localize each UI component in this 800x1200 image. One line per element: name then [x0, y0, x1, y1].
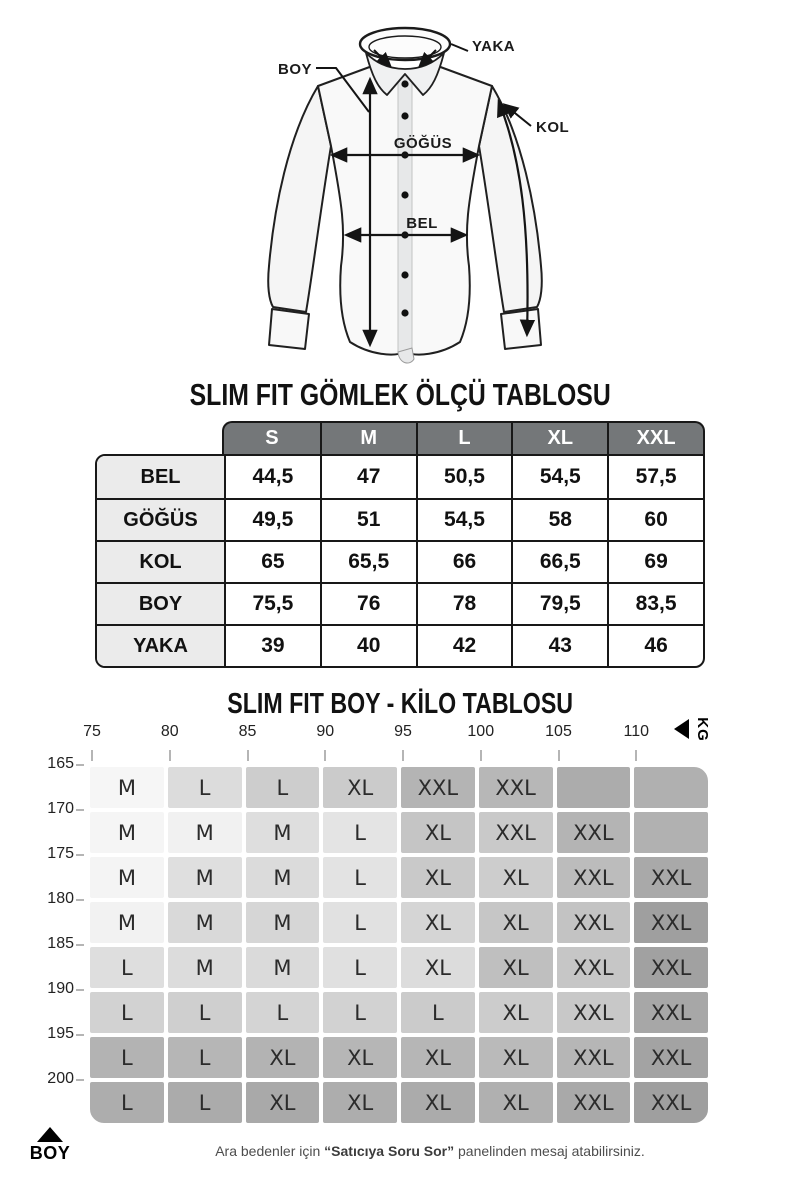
matrix-size-cell: L — [244, 990, 322, 1035]
matrix-size-cell: M — [88, 855, 166, 900]
matrix-size-cell: L — [321, 855, 399, 900]
footer-note: Ara bedenler için “Satıcıya Soru Sor” panelinden mesaj atabilirsiniz. — [215, 1143, 645, 1159]
size-column-header: L — [416, 423, 512, 454]
boy-arrow-icon — [37, 1127, 63, 1142]
matrix-empty-cell — [632, 810, 710, 855]
matrix-size-cell: XL — [399, 900, 477, 945]
matrix-size-cell: M — [166, 945, 244, 990]
boy-tick-mark — [76, 1034, 84, 1036]
matrix-size-cell: XXL — [555, 945, 633, 990]
matrix-size-cell: XXL — [632, 1035, 710, 1080]
measurement-value-cell: 66 — [416, 540, 512, 582]
measurement-value-cell: 54,5 — [511, 456, 607, 498]
gogus-diagram-label: GÖĞÜS — [393, 135, 453, 152]
matrix-size-cell: L — [321, 990, 399, 1035]
boy-tick-label: 190 — [47, 980, 74, 998]
matrix-size-cell: XL — [477, 900, 555, 945]
matrix-size-cell: XXL — [555, 900, 633, 945]
boy-tick-mark — [76, 944, 84, 946]
matrix-size-cell: XL — [477, 945, 555, 990]
size-table-body — [95, 454, 705, 668]
kg-tick-mark — [324, 750, 326, 761]
matrix-size-cell: M — [244, 810, 322, 855]
kg-tick-label: 90 — [316, 723, 335, 740]
matrix-size-cell: XXL — [555, 855, 633, 900]
matrix-size-cell: XXL — [632, 900, 710, 945]
kg-axis-label: KG — [693, 716, 711, 742]
measurement-value-cell: 69 — [607, 540, 703, 582]
kg-tick-label: 95 — [394, 723, 412, 740]
matrix-size-cell: XL — [321, 1035, 399, 1080]
boy-tick-label: 180 — [47, 890, 74, 908]
boy-tick-label: 200 — [47, 1070, 74, 1088]
matrix-size-cell: L — [88, 945, 166, 990]
measurement-value-cell: 40 — [320, 624, 416, 666]
matrix-size-cell: XL — [399, 810, 477, 855]
matrix-size-cell: XL — [399, 1080, 477, 1125]
matrix-size-cell: XXL — [632, 990, 710, 1035]
boy-axis-marker — [22, 1127, 78, 1164]
size-column-header: M — [320, 423, 416, 454]
matrix-size-cell: XXL — [477, 765, 555, 810]
matrix-size-cell: L — [166, 765, 244, 810]
measurement-value-cell: 42 — [416, 624, 512, 666]
matrix-size-cell: XL — [244, 1035, 322, 1080]
matrix-size-cell: XXL — [555, 810, 633, 855]
measurement-value-cell: 65,5 — [320, 540, 416, 582]
size-table — [95, 421, 705, 668]
boy-tick-label: 170 — [47, 800, 74, 818]
matrix-size-cell: XXL — [555, 990, 633, 1035]
kg-tick-label: 105 — [545, 723, 572, 740]
size-table-header-row — [222, 421, 705, 454]
boy-axis-label: BOY — [29, 1143, 71, 1163]
measurement-value-cell: 76 — [320, 582, 416, 624]
size-column-header: XXL — [607, 423, 703, 454]
matrix-size-cell: XL — [399, 1035, 477, 1080]
matrix-size-cell: XXL — [399, 765, 477, 810]
kg-arrow-icon — [674, 719, 689, 739]
measurement-value-cell: 54,5 — [416, 498, 512, 540]
matrix-size-cell: XL — [477, 1035, 555, 1080]
matrix-size-cell: L — [321, 900, 399, 945]
yaka-diagram-label: YAKA — [472, 38, 516, 55]
kg-tick-label: 100 — [467, 723, 495, 740]
matrix-size-cell: XXL — [632, 945, 710, 990]
matrix-size-cell: XL — [399, 945, 477, 990]
measurement-value-cell: 58 — [511, 498, 607, 540]
matrix-size-cell: M — [166, 810, 244, 855]
kg-tick-label: 80 — [160, 723, 179, 740]
matrix-size-cell: L — [88, 1035, 166, 1080]
matrix-size-cell: XL — [321, 1080, 399, 1125]
matrix-size-cell: XXL — [477, 810, 555, 855]
kg-tick-mark — [480, 750, 482, 761]
matrix-size-cell: XL — [244, 1080, 322, 1125]
measurement-value-cell: 60 — [607, 498, 703, 540]
matrix-size-cell: L — [244, 765, 322, 810]
boy-diagram-label: BOY — [277, 61, 312, 78]
measurement-value-cell: 66,5 — [511, 540, 607, 582]
shirt-body — [318, 65, 492, 363]
measurement-row-label: KOL — [97, 540, 224, 582]
matrix-size-cell: XXL — [632, 855, 710, 900]
kg-tick-mark — [247, 750, 249, 761]
measurement-value-cell: 51 — [320, 498, 416, 540]
matrix-size-cell: M — [166, 855, 244, 900]
matrix-size-cell: M — [244, 945, 322, 990]
matrix-size-cell: L — [321, 945, 399, 990]
boy-kilo-title: SLIM FIT BOY - KİLO TABLOSU — [227, 688, 573, 720]
kg-tick-label: 110 — [623, 723, 650, 740]
shirt-diagram — [170, 8, 630, 378]
measurement-value-cell: 44,5 — [224, 456, 320, 498]
measurement-value-cell: 50,5 — [416, 456, 512, 498]
boy-tick-mark — [76, 809, 84, 811]
matrix-size-cell: L — [166, 990, 244, 1035]
kg-tick-label: 75 — [83, 723, 101, 740]
measurement-value-cell: 83,5 — [607, 582, 703, 624]
kg-tick-mark — [91, 750, 93, 761]
measurement-row-label: YAKA — [97, 624, 224, 666]
kg-axis-marker — [674, 716, 715, 742]
matrix-size-cell: M — [244, 855, 322, 900]
kg-tick-mark — [169, 750, 171, 761]
kg-tick-mark — [402, 750, 404, 761]
measurement-value-cell: 47 — [320, 456, 416, 498]
kg-tick-label: 85 — [238, 723, 257, 740]
measurement-value-cell: 49,5 — [224, 498, 320, 540]
matrix-size-cell: XL — [477, 855, 555, 900]
boy-tick-mark — [76, 1079, 84, 1081]
measurement-row-label: BEL — [97, 456, 224, 498]
measurement-value-cell: 43 — [511, 624, 607, 666]
matrix-size-cell: XL — [399, 855, 477, 900]
matrix-size-cell: XXL — [555, 1080, 633, 1125]
matrix-size-cell: XL — [477, 990, 555, 1035]
boy-tick-label: 165 — [47, 755, 74, 773]
boy-tick-mark — [76, 854, 84, 856]
boy-tick-mark — [76, 899, 84, 901]
size-column-header: S — [265, 427, 279, 449]
measurement-row-label: GÖĞÜS — [97, 498, 224, 540]
matrix-size-cell: L — [166, 1080, 244, 1125]
kg-tick-mark — [635, 750, 637, 761]
measurement-value-cell: 79,5 — [511, 582, 607, 624]
boy-tick-label: 195 — [47, 1025, 74, 1043]
matrix-size-cell: M — [88, 765, 166, 810]
matrix-size-cell: L — [88, 990, 166, 1035]
size-column-header: XL — [511, 423, 607, 454]
boy-tick-mark — [76, 989, 84, 991]
matrix-size-cell: M — [88, 810, 166, 855]
matrix-size-cell: XXL — [632, 1080, 710, 1125]
matrix-size-cell: XXL — [555, 1035, 633, 1080]
matrix-size-cell: L — [166, 1035, 244, 1080]
matrix-size-cell: XL — [477, 1080, 555, 1125]
measurement-value-cell: 75,5 — [224, 582, 320, 624]
matrix-size-cell: L — [321, 810, 399, 855]
matrix-grid — [88, 765, 710, 1125]
measurement-value-cell: 57,5 — [607, 456, 703, 498]
kol-diagram-label: KOL — [536, 119, 570, 136]
measurement-value-cell: 39 — [224, 624, 320, 666]
matrix-size-cell: L — [88, 1080, 166, 1125]
measurement-value-cell: 78 — [416, 582, 512, 624]
boy-tick-mark — [76, 764, 84, 766]
matrix-size-cell: M — [88, 900, 166, 945]
matrix-size-cell: M — [166, 900, 244, 945]
kg-tick-mark — [558, 750, 560, 761]
matrix-size-cell: XL — [321, 765, 399, 810]
boy-tick-label: 175 — [47, 845, 74, 863]
boy-tick-label: 185 — [47, 935, 74, 953]
matrix-empty-cell — [555, 765, 633, 810]
matrix-size-cell: M — [244, 900, 322, 945]
size-table-title: SLIM FIT GÖMLEK ÖLÇÜ TABLOSU — [189, 377, 611, 412]
matrix-empty-cell — [632, 765, 710, 810]
bel-diagram-label: BEL — [406, 215, 438, 232]
measurement-value-cell: 65 — [224, 540, 320, 582]
measurement-row-label: BOY — [97, 582, 224, 624]
matrix-size-cell: L — [399, 990, 477, 1035]
measurement-value-cell: 46 — [607, 624, 703, 666]
